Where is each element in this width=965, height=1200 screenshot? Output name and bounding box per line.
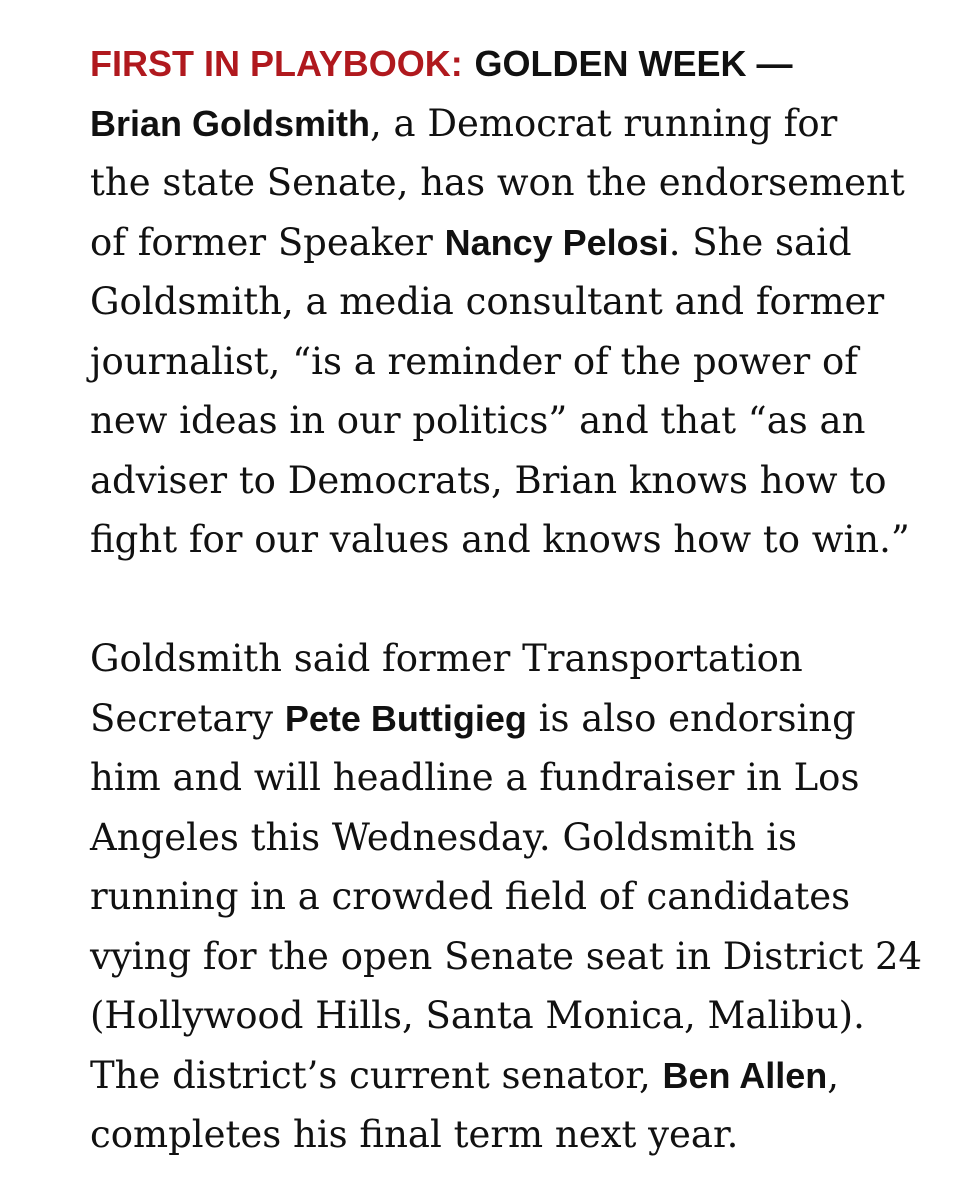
name-ben-allen: Ben Allen (662, 1054, 828, 1096)
text-segment: , a Democrat running for (370, 101, 838, 145)
text-segment: adviser to Democrats, Brian knows how to (90, 458, 887, 502)
headline: GOLDEN WEEK — (474, 43, 793, 84)
text-segment: Goldsmith, a media consultant and former (90, 280, 885, 323)
paragraph-buttigieg (90, 629, 930, 1165)
text-segment: (Hollywood Hills, Santa Monica, Malibu). (90, 994, 865, 1037)
name-pete-buttigieg: Pete Buttigieg (284, 697, 527, 739)
text-segment: fight for our values and knows how to win.” (90, 518, 910, 561)
text-segment: . She said (668, 220, 852, 264)
paragraph-endorsement (90, 34, 930, 570)
text-segment: running in a crowded field of candidates (90, 875, 851, 918)
text-segment: new ideas in our politics” and that “as an (90, 399, 866, 442)
text-segment: is also endorsing (526, 696, 856, 740)
text-segment: The district’s current senator, (90, 1053, 663, 1097)
text-segment: , (827, 1053, 839, 1097)
text-segment: completes his final term next year. (90, 1113, 739, 1156)
text-segment: Angeles this Wednesday. Goldsmith is (90, 815, 797, 859)
text-segment: vying for the open Senate seat in District 24 (90, 934, 923, 978)
text-segment: Goldsmith said former Transportation (90, 637, 803, 680)
kicker: FIRST IN PLAYBOOK: (90, 43, 463, 84)
playbook-article (90, 34, 930, 1165)
text-segment: of former Speaker (90, 220, 445, 264)
name-nancy-pelosi: Nancy Pelosi (444, 221, 669, 263)
name-brian-goldsmith: Brian Goldsmith (90, 102, 371, 144)
text-segment: journalist, “is a reminder of the power of (90, 339, 858, 383)
text-segment: the state Senate, has won the endorsement (90, 161, 905, 204)
text-segment: Secretary (90, 696, 285, 740)
text-segment: him and will headline a fundraiser in Los (90, 756, 860, 799)
